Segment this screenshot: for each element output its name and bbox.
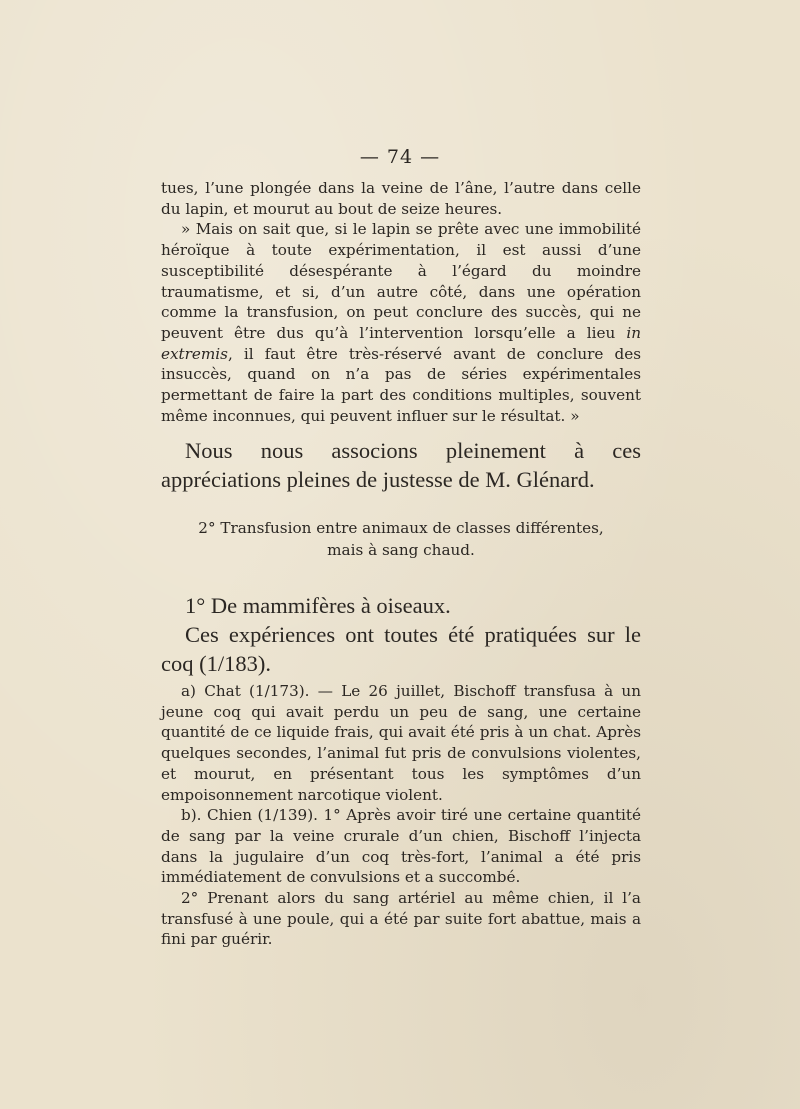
subsection-heading: 1° De mammifères à oiseaux. — [185, 593, 451, 618]
subsection-intro: Ces expériences ont toutes été pratiquées sur le coq (1/183). — [161, 622, 641, 676]
section-title-line-1: 2° Transfusion entre animaux de classes différentes, — [198, 519, 604, 537]
case-b-label: b). Chien (1/139). — [181, 806, 318, 825]
quote-p2-text-after: , il faut être très-réservé avant de conclure des insuccès, quand on n’a pas de séries expérimentales permettant de faire la part des conditions multiples, souvent même inconnues, qui peuvent influer sur le résultat. » — [161, 344, 641, 425]
author-comment — [161, 436, 641, 494]
quote-paragraph-2 — [161, 219, 641, 426]
case-b — [161, 805, 641, 888]
case-b-text: 1° Après avoir tiré une certaine quantité de sang par la veine crurale d’un chien, Bischoff l’injecta dans la jugulaire d’un coq très-fort, l’animal a été pris immédiatement de convulsions et a succombé. — [161, 806, 641, 887]
subsection — [161, 591, 641, 678]
case-a-label: a) Chat (1/173). — [181, 682, 310, 700]
case-b-2: 2° Prenant alors du sang artériel au même chien, il l’a transfusé à une poule, qui a été par suite fort abattue, mais a fini par guérir. — [161, 889, 641, 949]
quote-paragraph-1: tues, l’une plongée dans la veine de l’âne, l’autre dans celle du lapin, et mourut au bout de seize heures. — [161, 179, 641, 218]
page-number: — 74 — — [359, 146, 441, 168]
quoted-passage — [161, 178, 641, 426]
author-comment-text: Nous nous associons pleinement à ces appréciations pleines de justesse de M. Glénard. — [161, 438, 641, 492]
case-a-text: — Le 26 juillet, Bischoff transfusa à un jeune coq qui avait perdu un peu de sang, une certaine quantité de ce liquide frais, qui avait été pris à un chat. Après quelques secondes, l’animal fut pris de convulsions violentes, et mourut, en présentant tous les symptômes d’un empoisonnement narcotique violent. — [161, 682, 641, 804]
section-title — [161, 517, 641, 561]
case-a — [161, 681, 641, 805]
section-title-line-2: mais à sang chaud. — [327, 541, 475, 559]
quote-p2-text-before: » Mais on sait que, si le lapin se prête avec une immobilité héroïque à toute expérimentation, il est aussi d’une susceptibilité désespérante à l’égard du moindre traumatisme, et si, d’un autre côté, dans une opération comme la transfusion, on peut conclure des succès, qui ne peuvent être dus qu’à l’intervention lorsqu’elle a lieu — [161, 220, 641, 342]
cases — [161, 681, 641, 950]
quote-p2-italic: in extremis — [161, 323, 641, 363]
